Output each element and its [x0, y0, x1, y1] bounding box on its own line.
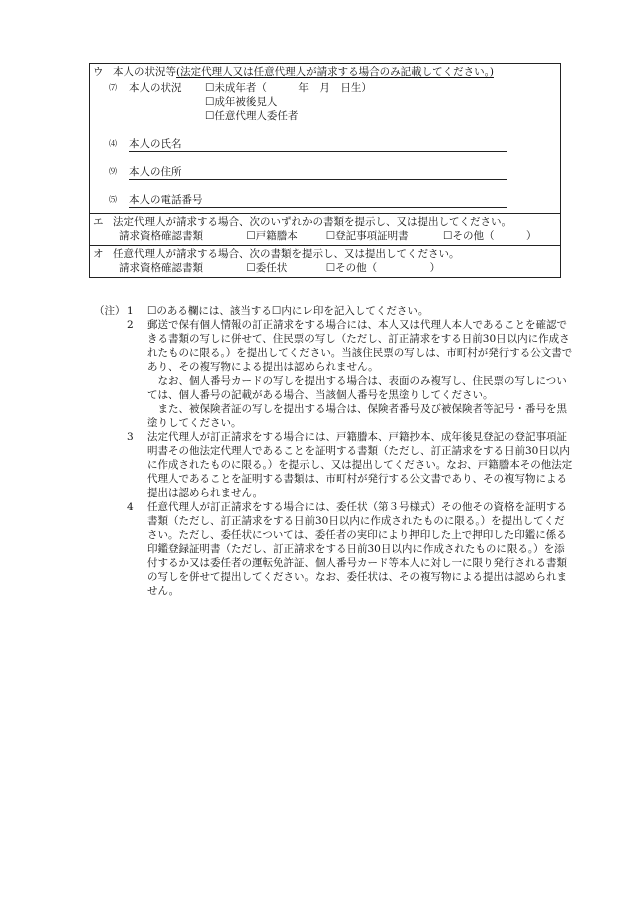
name-field[interactable]: [129, 151, 507, 152]
note-1-body: [147, 304, 574, 318]
note-4-body: [147, 500, 574, 598]
notes-section: [94, 304, 574, 598]
notes-prefix: （注）: [94, 305, 126, 317]
section-o-mark: オ: [93, 248, 104, 260]
section-u-title-note: (法定代理人又は任意代理人が請求する場合のみ記載してください。): [176, 66, 494, 78]
phone-marker: ⑸: [109, 195, 117, 204]
section-e: [90, 213, 560, 245]
doc-option-other-o[interactable]: ☐その他（ ）: [325, 262, 441, 274]
doc-option-family-register[interactable]: ☐戸籍謄本: [246, 230, 298, 242]
section-e-doc-label: 請求資格確認書類: [119, 230, 203, 242]
request-form-box: [89, 63, 561, 278]
name-row: [93, 137, 557, 153]
note-2-number: 2: [127, 319, 134, 331]
note-4-number: 4: [127, 501, 134, 513]
address-marker: ⑼: [109, 167, 117, 176]
note-3-paragraph-1: 法定代理人が訂正請求をする場合には、戸籍謄本、戸籍抄本、成年後見登記の登記事項証明書その他法定代理人であることを証明する書類（ただし、訂正請求をする日前30日以内に作成されたものに限る。）を提示し、又は提出してください。なお、戸籍謄本その他法定代理人であることを証明する書類は、市町村が発行する公文書であり、その複写物による提出は認められません。: [147, 431, 573, 499]
note-2-spacer: [94, 318, 127, 430]
section-o-docs: [93, 261, 557, 275]
note-1-paragraph-1: ☐のある欄には、該当する☐内にレ印を記入してください。: [147, 305, 429, 317]
phone-row: [93, 193, 557, 209]
doc-option-other[interactable]: ☐その他（ ）: [443, 230, 537, 242]
section-e-mark: エ: [93, 216, 104, 228]
address-row: [93, 165, 557, 181]
section-u: [90, 64, 560, 213]
note-3-number: 3: [127, 431, 134, 443]
status-option-delegator[interactable]: ☐任意代理人委任者: [205, 110, 299, 122]
section-o-text: 任意代理人が請求する場合、次の書類を提示し、又は提出してください。: [113, 248, 460, 260]
section-u-title-plain: 本人の状況等: [113, 66, 176, 78]
note-1-number: 1: [127, 305, 134, 317]
section-e-docs: [93, 229, 557, 243]
section-o-doc-label: 請求資格確認書類: [119, 262, 203, 274]
name-marker: ⑷: [109, 139, 117, 148]
phone-field[interactable]: [129, 207, 507, 208]
note-3-spacer: [94, 430, 127, 500]
note-4-paragraph-1: 任意代理人が訂正請求をする場合には、委任状（第３号様式）その他その資格を証明する書類（ただし、訂正請求をする日前30日以内に作成されたものに限る。）を提出してください。ただし、委任状については、委任者の実印により押印した上で押印した印鑑に係る印鑑登録証明書（ただし、訂正請求をする日前30日以内に作成されたものに限る。）を添付するか又は委任者の運転免許証、個人番号カード等本人に対し一に限り発行される書類の写しを併せて提出してください。なお、委任状は、その複写物による提出は認められません。: [147, 501, 567, 597]
doc-option-power-of-attorney[interactable]: ☐委任状: [246, 262, 288, 274]
address-label: 本人の住所: [129, 166, 182, 178]
section-u-header: [93, 65, 557, 79]
status-marker: ⑺: [109, 83, 117, 92]
section-e-text: 法定代理人が請求する場合、次のいずれかの書類を提示し、又は提出してください。: [113, 216, 512, 228]
status-row: [93, 81, 557, 125]
doc-option-registry-certificate[interactable]: ☐登記事項証明書: [325, 230, 409, 242]
address-field[interactable]: [129, 179, 507, 180]
status-option-minor[interactable]: ☐未成年者（ 年 月 日生）: [205, 82, 372, 94]
section-e-header: [93, 215, 557, 229]
note-3: [94, 430, 574, 500]
section-o-header: [93, 247, 557, 261]
status-option-adult-ward[interactable]: ☐成年被後見人: [205, 96, 278, 108]
note-1: [94, 304, 574, 318]
phone-label: 本人の電話番号: [129, 194, 203, 206]
note-4-spacer: [94, 500, 127, 598]
note-2-body: [147, 318, 574, 430]
note-4: [94, 500, 574, 598]
note-2-paragraph-3: また、被保険者証の写しを提出する場合は、保険者番号及び被保険者等記号・番号を黒塗りしてください。: [147, 403, 567, 429]
status-options: [205, 81, 372, 123]
note-2-paragraph-2: なお、個人番号カードの写しを提出する場合は、表面のみ複写し、住民票の写しについては、個人番号の記載がある場合、当該個人番号を黒塗りしてください。: [147, 375, 567, 401]
name-label: 本人の氏名: [129, 138, 182, 150]
section-u-title: [113, 65, 557, 79]
section-u-mark: ウ: [93, 66, 104, 78]
note-3-body: [147, 430, 574, 500]
status-label: 本人の状況: [129, 82, 182, 94]
note-2-paragraph-1: 郵送で保有個人情報の訂正請求をする場合には、本人又は代理人本人であることを確認できる書類の写しに併せて、住民票の写し（ただし、訂正請求をする日前30日以内に作成されたものに限る。）を提出してください。当該住民票の写しは、市町村が発行する公文書であり、その複写物による提出は認められません。: [147, 319, 573, 373]
section-o: [90, 245, 560, 277]
note-2: [94, 318, 574, 430]
